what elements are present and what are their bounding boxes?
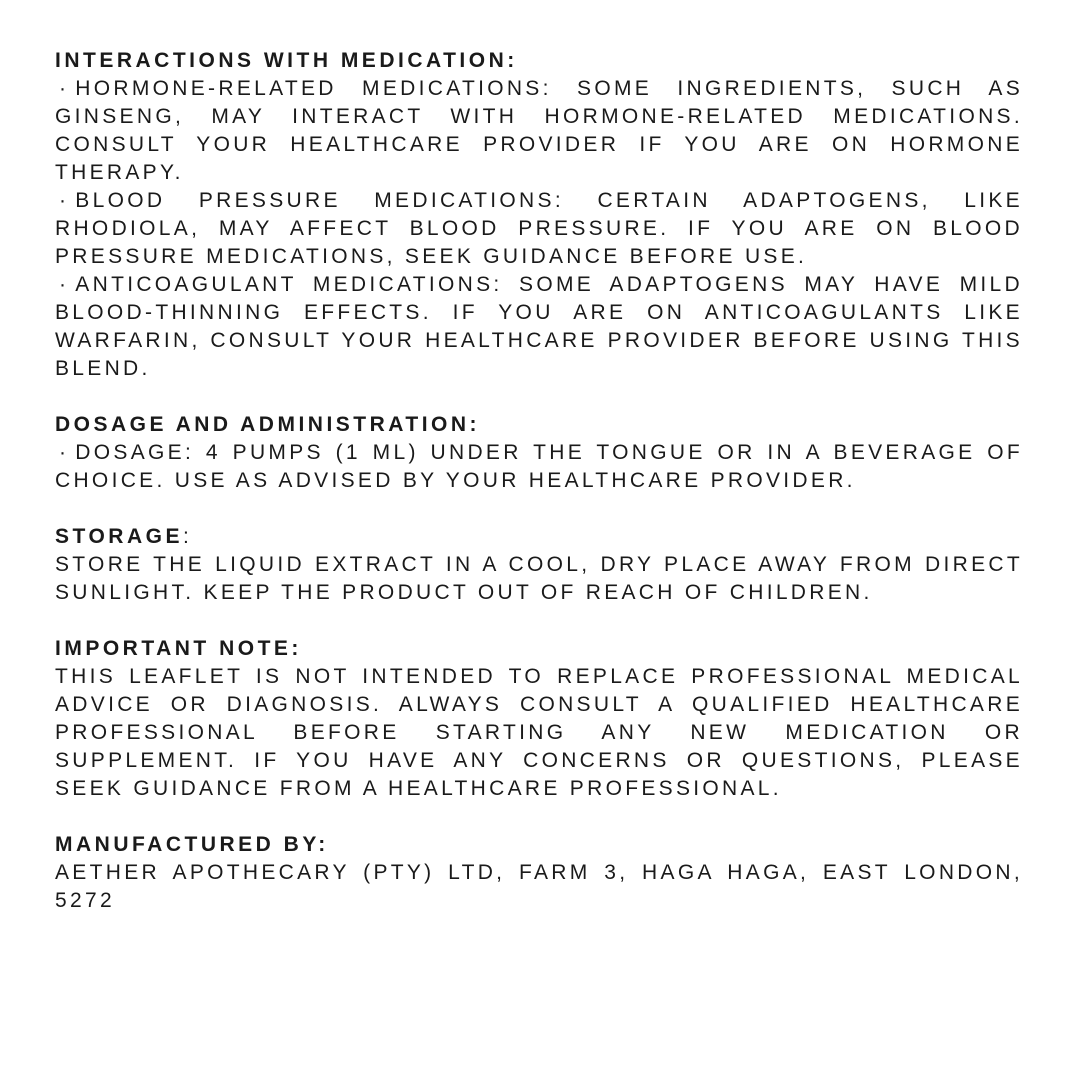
- leaflet-page: [55, 47, 1023, 943]
- dosage-item: · DOSAGE: 4 PUMPS (1 ML) UNDER THE TONGUE OR IN A BEVERAGE OF CHOICE. USE AS ADVISED BY YOUR HEALTHCARE PROVIDER.: [55, 441, 1023, 492]
- important-note-text: THIS LEAFLET IS NOT INTENDED TO REPLACE PROFESSIONAL MEDICAL ADVICE OR DIAGNOSIS. ALWAYS CONSULT A QUALIFIED HEALTHCARE PROFESSIONAL BEFORE STARTING ANY NEW MEDICATION OR SUPPLEMENT. IF YOU HAVE ANY CONCERNS OR QUESTIONS, PLEASE SEEK GUIDANCE FROM A HEALTHCARE PROFESSIONAL.: [55, 665, 1023, 800]
- manufacturer-heading: MANUFACTURED BY:: [55, 833, 329, 856]
- interactions-section: [55, 47, 1023, 383]
- storage-heading: STORAGE:: [55, 525, 193, 548]
- important-note-section: [55, 635, 1023, 803]
- interactions-heading: INTERACTIONS WITH MEDICATION:: [55, 49, 518, 72]
- bullet-icon: ·: [59, 189, 70, 212]
- manufacturer-text: AETHER APOTHECARY (PTY) LTD, FARM 3, HAGA HAGA, EAST LONDON, 5272: [55, 861, 1023, 912]
- interaction-item-blood-pressure: · BLOOD PRESSURE MEDICATIONS: CERTAIN ADAPTOGENS, LIKE RHODIOLA, MAY AFFECT BLOOD PRESSURE. IF YOU ARE ON BLOOD PRESSURE MEDICATIONS, SEEK GUIDANCE BEFORE USE.: [55, 189, 1023, 268]
- bullet-icon: ·: [59, 273, 70, 296]
- interaction-item-hormone: · HORMONE-RELATED MEDICATIONS: SOME INGREDIENTS, SUCH AS GINSENG, MAY INTERACT WITH HORMONE-RELATED MEDICATIONS. CONSULT YOUR HEALTHCARE PROVIDER IF YOU ARE ON HORMONE THERAPY.: [55, 77, 1023, 184]
- important-note-heading: IMPORTANT NOTE:: [55, 637, 302, 660]
- bullet-icon: ·: [59, 77, 70, 100]
- storage-text: STORE THE LIQUID EXTRACT IN A COOL, DRY PLACE AWAY FROM DIRECT SUNLIGHT. KEEP THE PRODUCT OUT OF REACH OF CHILDREN.: [55, 553, 1023, 604]
- interaction-item-anticoagulant: · ANTICOAGULANT MEDICATIONS: SOME ADAPTOGENS MAY HAVE MILD BLOOD-THINNING EFFECTS. IF YOU ARE ON ANTICOAGULANTS LIKE WARFARIN, CONSULT YOUR HEALTHCARE PROVIDER BEFORE USING THIS BLEND.: [55, 273, 1023, 380]
- storage-section: [55, 523, 1023, 607]
- dosage-heading: DOSAGE AND ADMINISTRATION:: [55, 413, 481, 436]
- manufacturer-section: [55, 831, 1023, 915]
- bullet-icon: ·: [59, 441, 70, 464]
- dosage-section: [55, 411, 1023, 495]
